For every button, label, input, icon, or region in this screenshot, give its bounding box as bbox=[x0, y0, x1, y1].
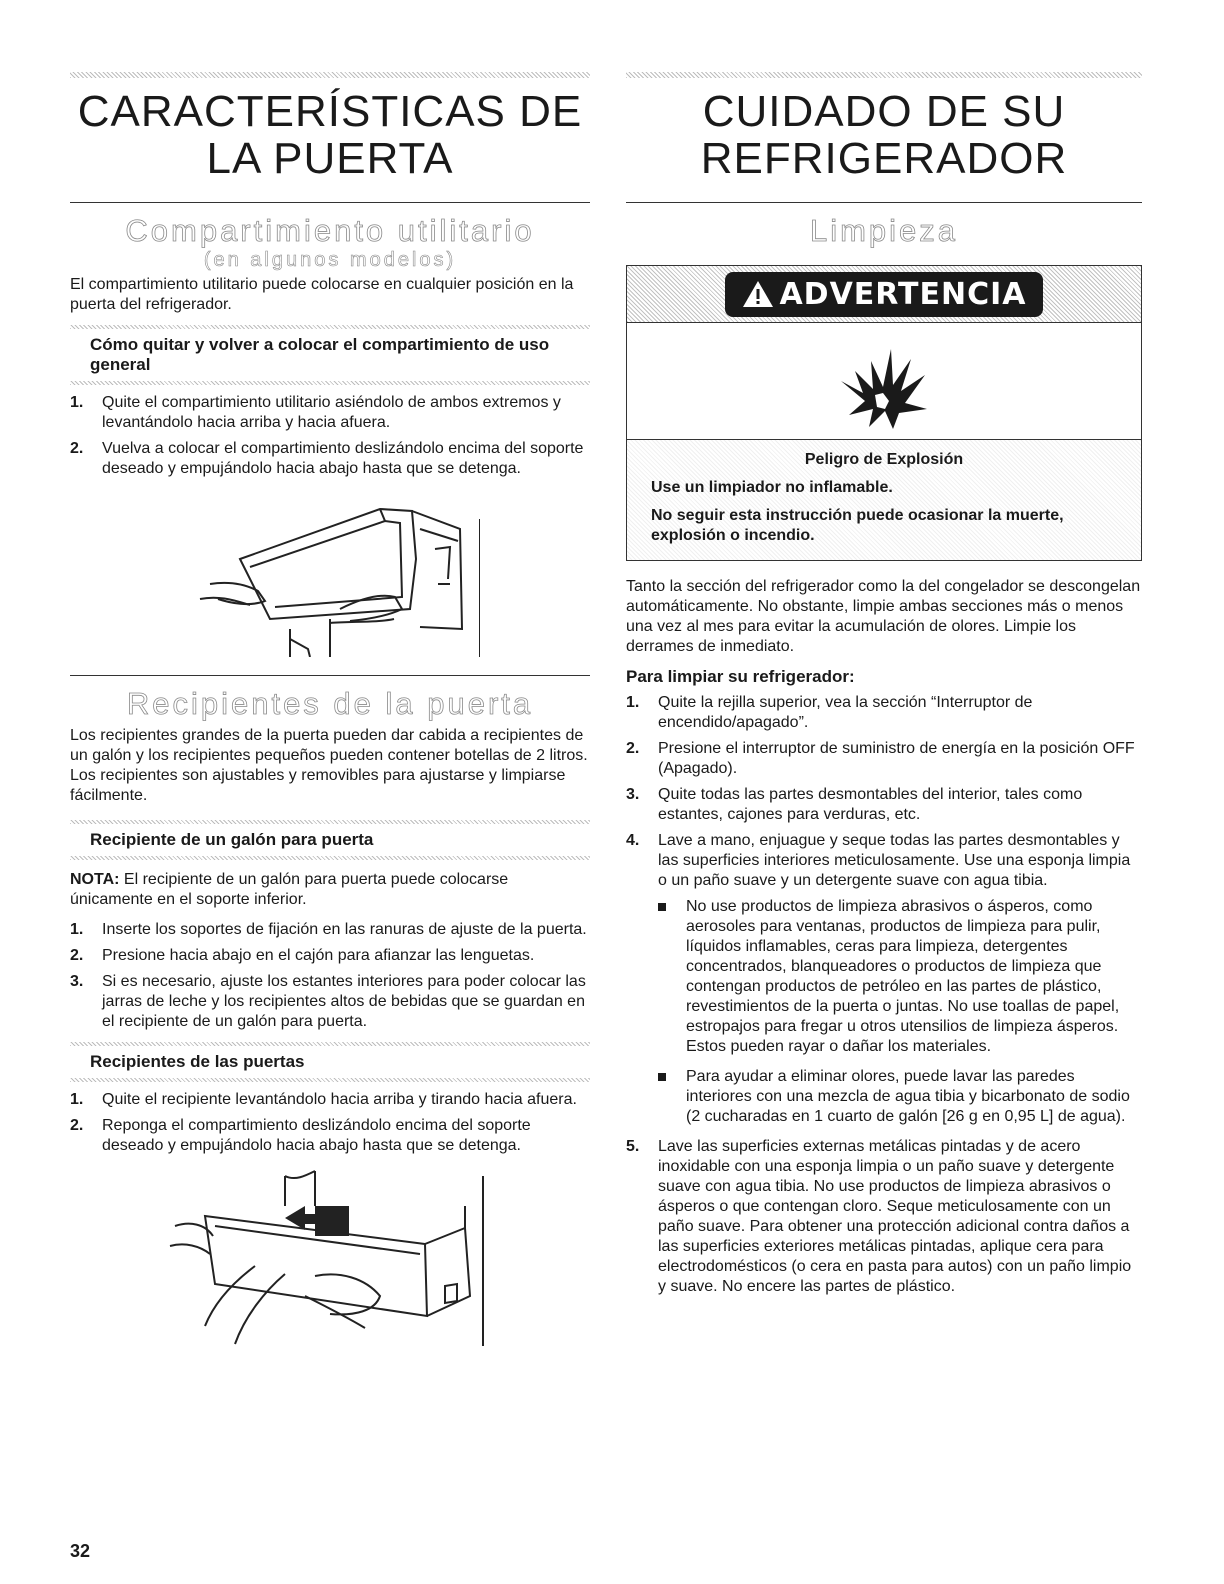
list-item: 5. Lave las superficies externas metálicas pintadas y de acero inoxidable con una esponja limpia o un paño suave y detergente suave con agua tibia. No use productos de limpieza abrasivos o ásperos o que contengan cloro. Seque meticulosamente con un paño suave. Para obtener una protección adicional contra daños a las superficies exteriores metálicas pintadas, aplique cera para electrodomésticos (o cera en pasta para autos) con un paño limpio y suave. No encere las partes de plástico. bbox=[626, 1138, 1132, 1295]
divider bbox=[70, 202, 590, 203]
divider bbox=[70, 675, 590, 676]
door-bin-illustration bbox=[70, 1166, 590, 1351]
bullet-square-icon bbox=[658, 903, 666, 911]
list-item: 2. Presione el interruptor de suministro de energía en la posición OFF (Apagado). bbox=[626, 740, 1135, 777]
warning-body bbox=[627, 439, 1141, 560]
warning-header bbox=[627, 266, 1141, 323]
list-item: 1. Inserte los soportes de fijación en las ranuras de ajuste de la puerta. bbox=[70, 921, 587, 938]
explosion-icon-area bbox=[627, 323, 1141, 439]
section-title-compartimiento: Compartimiento utilitario bbox=[125, 213, 535, 248]
hands-holding-door-bin-illustration bbox=[165, 1166, 495, 1346]
list-item: 1. Quite la rejilla superior, vea la sección “Interruptor de encendido/apagado”. bbox=[626, 694, 1033, 731]
limpiar-steps bbox=[626, 693, 1142, 1297]
explosion-icon bbox=[839, 331, 929, 431]
galon-steps bbox=[70, 920, 590, 1032]
compartimiento-steps bbox=[70, 393, 590, 479]
right-title-line1: CUIDADO DE SU bbox=[702, 87, 1066, 136]
section-title-limpieza: Limpieza bbox=[809, 213, 959, 248]
left-column bbox=[70, 72, 590, 1351]
hatch-divider bbox=[70, 325, 590, 329]
page-number: 32 bbox=[70, 1541, 91, 1561]
list-item: 4. Lave a mano, enjuague y seque todas las partes desmontables y las superficies interiores meticulosamente. Use una esponja limpia o un paño suave y un detergente suave con agua tibia. No use productos de limpieza abrasivos o ásperos, como aerosoles para ventanas, productos de limpieza para pulir, líquidos inflamables, ceras para limpieza, detergentes concentrados, blanqueadores o productos de limpieza que contengan productos de petróleo en las partes de plástico, revestimientos de la puerta o juntas. No use toallas de papel, estropajos para fregar u otros utensilios de limpieza ásperos. Estos pueden rayar o dañar los materiales. Para ayudar a eliminar olores, puede lavar las paredes interiores con una mezcla de agua tibia y bicarbonato de sodio (2 cucharadas en 1 cuarto de galón [26 g en 0,95 L] de agua). bbox=[626, 831, 1142, 1127]
limpieza-intro: Tanto la sección del refrigerador como la del congelador se descongelan automáticamente. No obstante, limpie ambas secciones más o menos una vez al mes para evitar la acumulación de olores. Limpie los derrames de inmediato. bbox=[626, 578, 1141, 655]
list-item: No use productos de limpieza abrasivos o ásperos, como aerosoles para ventanas, productos de limpieza para pulir, líquidos inflamables, ceras para limpieza, detergentes concentrados, blanqueadores o productos de limpieza que contengan productos de petróleo en las partes de plástico, revestimientos de la puerta o juntas. No use toallas de papel, estropajos para fregar u otros utensilios de limpieza ásperos. Estos pueden rayar o dañar los materiales. bbox=[658, 897, 1142, 1057]
hatch-divider bbox=[70, 381, 590, 385]
divider bbox=[626, 202, 1142, 203]
list-item: Para ayudar a eliminar olores, puede lavar las paredes interiores con una mezcla de agua tibia y bicarbonato de sodio (2 cucharadas en 1 cuarto de galón [26 g en 0,95 L] de agua). bbox=[658, 1067, 1142, 1127]
warning-label: ADVERTENCIA bbox=[779, 276, 1027, 312]
subhead-limpiar: Para limpiar su refrigerador: bbox=[626, 667, 855, 686]
hatch-divider bbox=[70, 820, 590, 824]
list-item: 1. Quite el recipiente levantándolo hacia arriba y tirando hacia afuera. bbox=[70, 1091, 577, 1108]
warning-box bbox=[626, 265, 1142, 561]
warning-hazard: Peligro de Explosión bbox=[804, 451, 964, 468]
bullet-square-icon bbox=[658, 1073, 666, 1081]
subhead-recipiente-galon: Recipiente de un galón para puerta bbox=[90, 830, 374, 849]
list-item: 1. Quite el compartimiento utilitario asiéndolo de ambos extremos y levantándolo hacia arriba y hacia afuera. bbox=[70, 394, 561, 431]
hatch-divider bbox=[70, 1078, 590, 1082]
list-item: 3. Si es necesario, ajuste los estantes interiores para poder colocar las jarras de leche y los recipientes altos de bebidas que se guardan en el recipiente de un galón para puerta. bbox=[70, 973, 586, 1030]
left-title-line2: LA PUERTA bbox=[206, 134, 454, 183]
subhead-quitar-compartimiento: Cómo quitar y volver a colocar el compartimiento de uso general bbox=[90, 335, 550, 374]
left-title-line1: CARACTERÍSTICAS DE bbox=[77, 87, 583, 136]
list-item: 2. Reponga el compartimiento deslizándolo encima del soporte deseado y empujándolo hacia abajo hasta que se detenga. bbox=[70, 1117, 531, 1154]
puertas-steps bbox=[70, 1090, 590, 1156]
compartment-illustration bbox=[70, 489, 590, 659]
right-page-title bbox=[626, 88, 1142, 182]
subhead-recipientes-puertas: Recipientes de las puertas bbox=[90, 1052, 305, 1071]
section-title-recipientes: Recipientes de la puerta bbox=[126, 686, 534, 721]
hatch-divider bbox=[70, 856, 590, 860]
warning-badge bbox=[725, 272, 1042, 317]
limpiar-bullets bbox=[658, 897, 1142, 1127]
list-item: 2. Presione hacia abajo en el cajón para afianzar las lenguetas. bbox=[70, 947, 535, 964]
warning-line1: Use un limpiador no inflamable. bbox=[651, 479, 893, 496]
top-hatch-bar bbox=[70, 72, 590, 78]
left-page-title bbox=[70, 88, 590, 182]
hands-removing-compartment-illustration bbox=[180, 489, 480, 657]
hatch-divider bbox=[70, 1042, 590, 1046]
list-item: 3. Quite todas las partes desmontables del interior, tales como estantes, cajones para verduras, etc. bbox=[626, 786, 1083, 823]
compartimiento-intro: El compartimiento utilitario puede colocarse en cualquier posición en la puerta del refrigerador. bbox=[70, 276, 574, 313]
list-item: 2. Vuelva a colocar el compartimiento deslizándolo encima del soporte deseado y empujándolo hacia abajo hasta que se detenga. bbox=[70, 440, 584, 477]
right-title-line2: REFRIGERADOR bbox=[700, 134, 1068, 183]
warning-triangle-icon bbox=[741, 279, 775, 309]
right-column bbox=[626, 72, 1142, 1303]
top-hatch-bar bbox=[626, 72, 1142, 78]
recipientes-intro: Los recipientes grandes de la puerta pueden dar cabida a recipientes de un galón y los recipientes pequeños pueden contener botellas de 2 litros. Los recipientes son ajustables y removibles para ajustarse y limpiarse fácilmente. bbox=[70, 727, 588, 804]
section-subtitle-modelos: (en algunos modelos) bbox=[203, 249, 457, 271]
warning-line2: No seguir esta instrucción puede ocasionar la muerte, explosión o incendio. bbox=[651, 507, 1064, 544]
nota-galon: NOTA: El recipiente de un galón para puerta puede colocarse únicamente en el soporte inferior. bbox=[70, 871, 509, 908]
